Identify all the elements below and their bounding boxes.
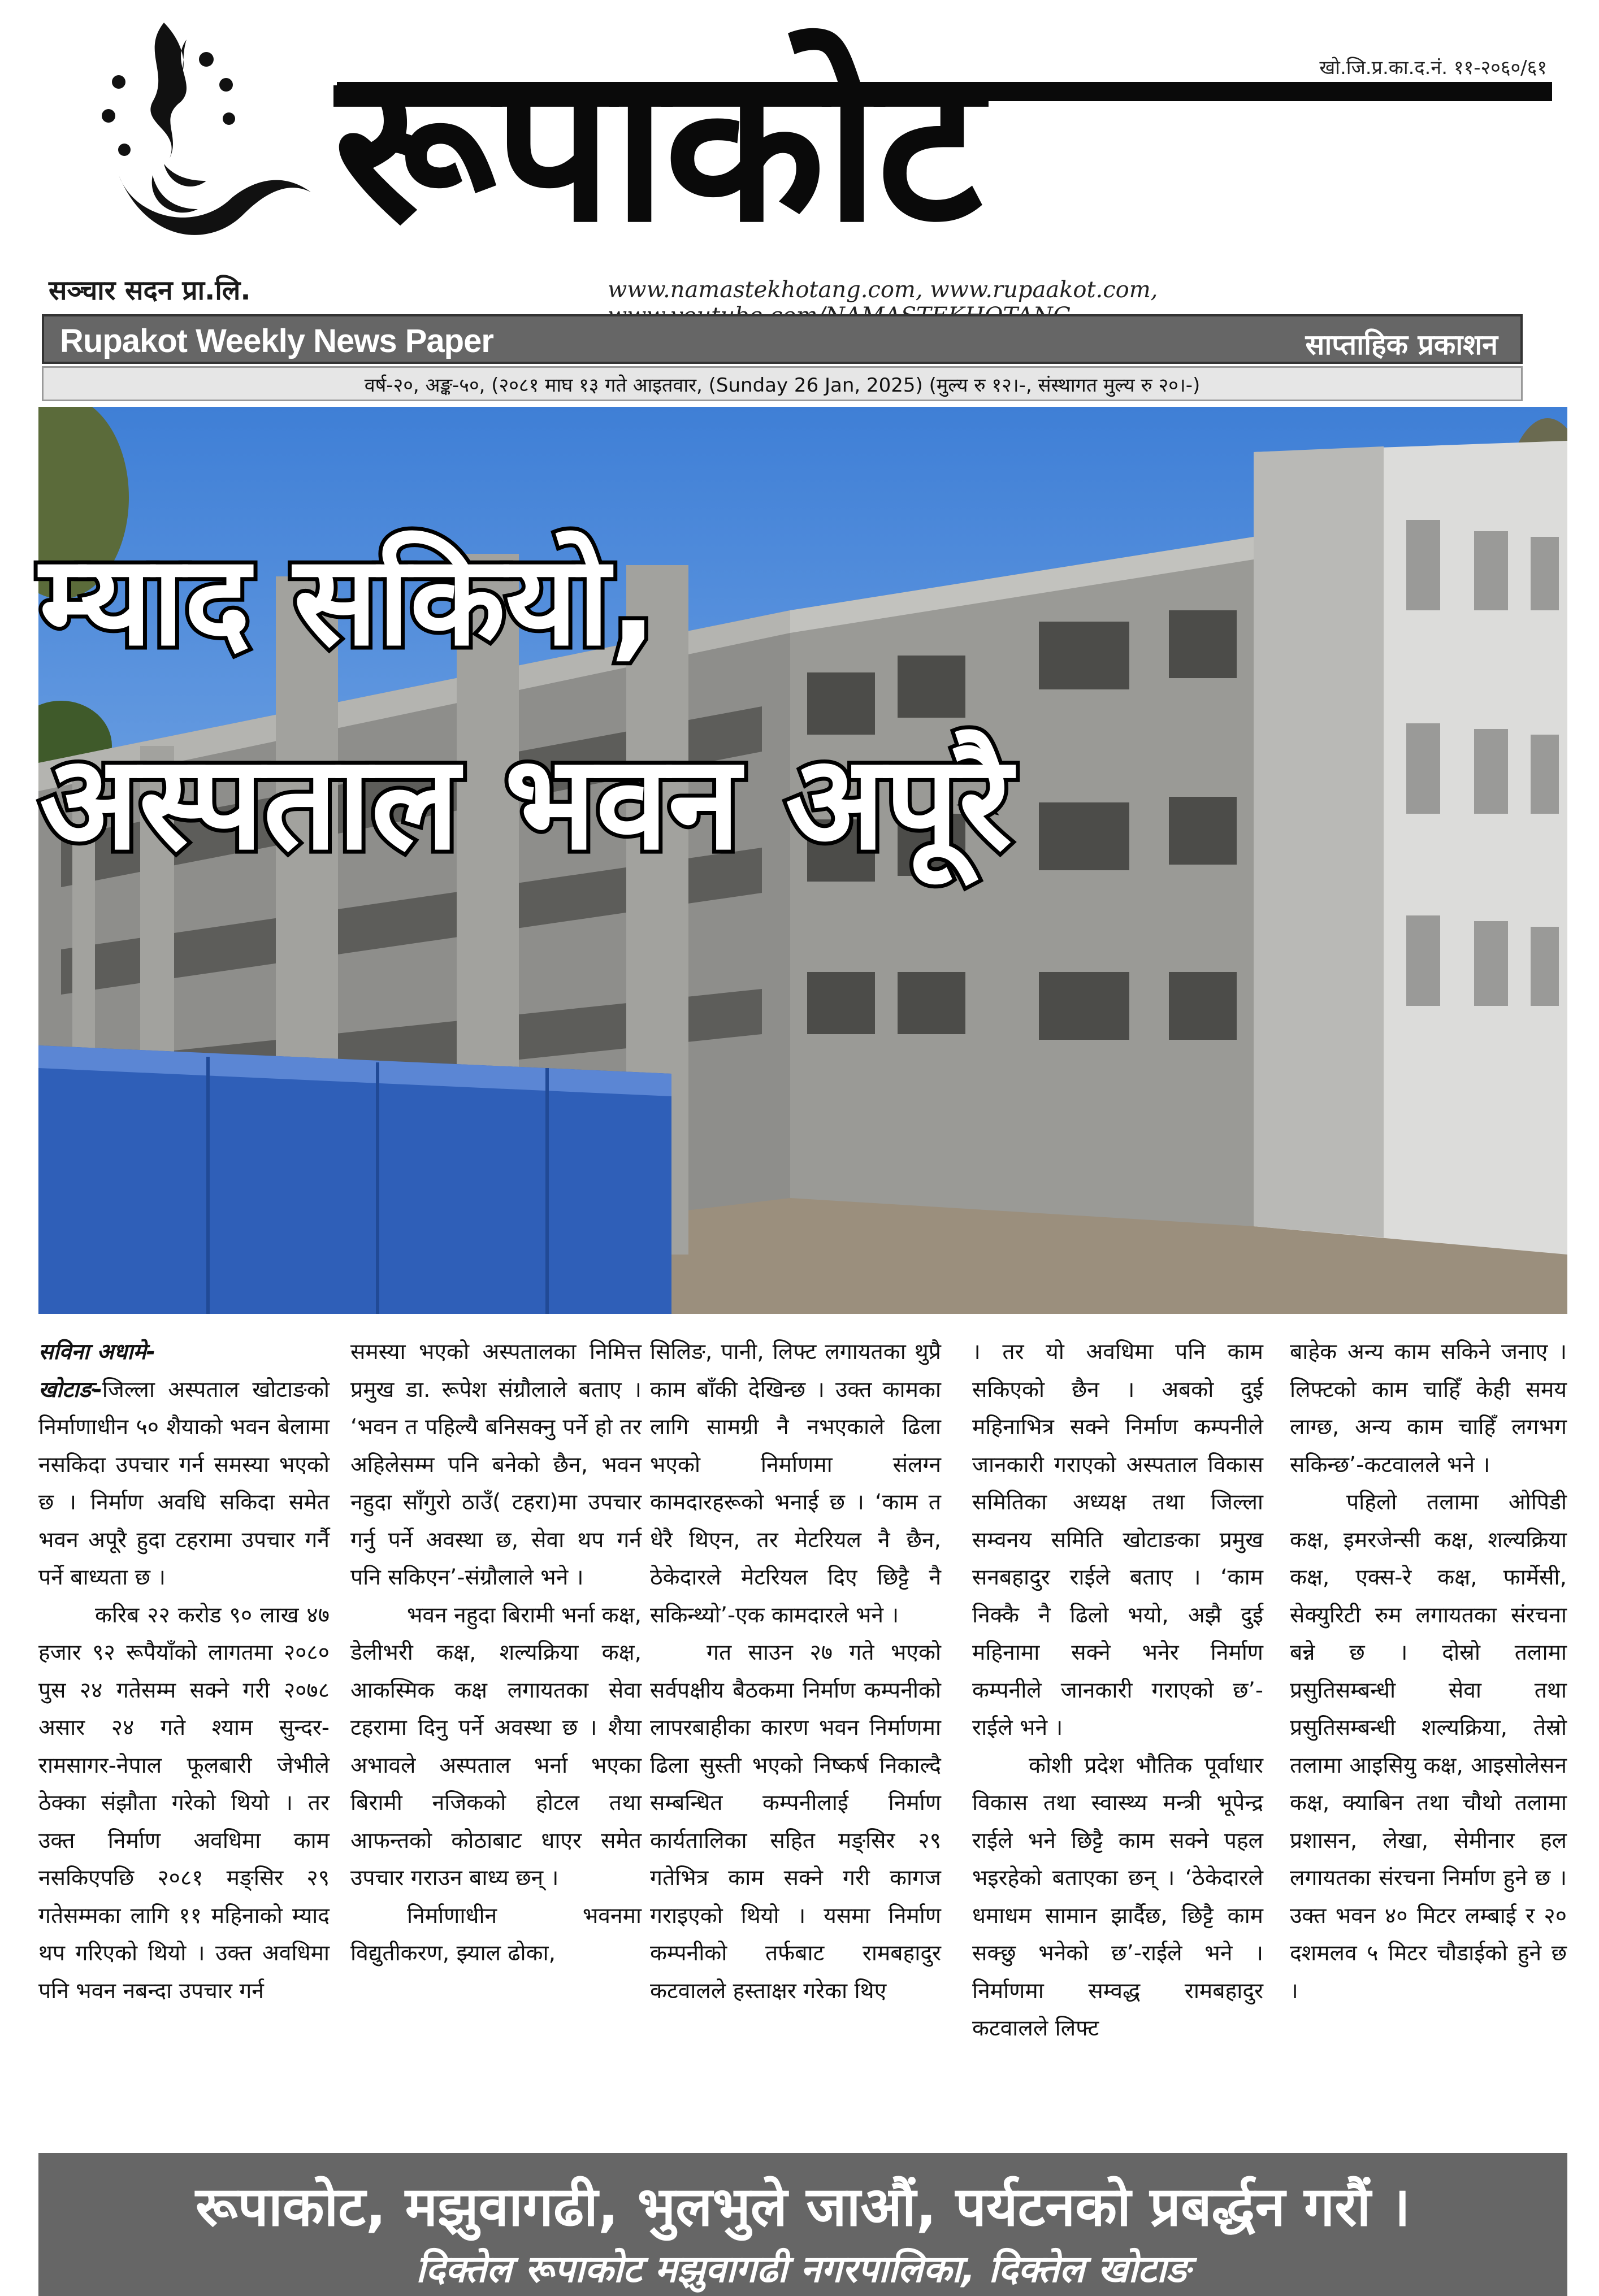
article-byline: सविना अधामे- bbox=[38, 1339, 155, 1365]
article-column-2 bbox=[350, 1334, 642, 1973]
english-title: Rupakot Weekly News Paper bbox=[60, 323, 493, 359]
article-paragraph: कोशी प्रदेश भौतिक पूर्वाधार विकास तथा स्वास्थ्य मन्त्री भूपेन्द्र राईले भने छिट्टै काम सक्ने पहल भइरहेको बताएका छन् । ‘ठेकेदारले धमाधम सामान झार्दैछ, छिट्टै काम सक्छु भनेको छ’-राईले भने । निर्माणमा सम्वद्ध रामबहादुर कटवालले लिफ्ट bbox=[972, 1752, 1263, 2041]
article-column-4 bbox=[972, 1334, 1263, 2048]
article-paragraph: करिब २२ करोड ९० लाख ४७ हजार ९२ रूपैयाँको लागतमा २०८० पुस २४ गतेसम्म सक्ने गरी २०७८ असार २४ गते श्याम सुन्दर-रामसागर-नेपाल फूलबारी जेभीले ठेक्का संझौता गरेको थियो । तर उक्त निर्माण अवधिमा काम नसकिएपछि २०८१ मङ्सिर २९ गतेसम्मका लागि ११ महिनाको म्याद थप गरिएको थियो । उक्त अवधिमा पनि भवन नबन्दा उपचार गर्न bbox=[38, 1602, 330, 2004]
banner-bar bbox=[42, 314, 1523, 364]
registration-number: खो.जि.प्र.का.द.नं. ११-२०६०/६१ bbox=[1319, 57, 1547, 79]
newspaper-title: रूपाकोट bbox=[333, 25, 980, 268]
newspaper-logo bbox=[85, 6, 322, 271]
article-paragraph: निर्माणाधीन भवनमा विद्युतीकरण, झ्याल ढोका, bbox=[350, 1903, 642, 1966]
article-paragraph: जिल्ला अस्पताल खोटाङको निर्माणाधीन ५० शैयाको भवन बेलामा नसकिदा उपचार गर्न समस्या भएको छ । निर्माण अवधि सकिदा समेत भवन अपूरै हुदा टहरामा उपचार गर्नै पर्ने बाध्यता छ । bbox=[38, 1377, 330, 1590]
article-paragraph: समस्या भएको अस्पतालका निमित्त प्रमुख डा. रूपेश संग्रौलाले बताए । ‘भवन त पहिल्यै बनिसक्नु पर्ने हो तर अहिलेसम्म पनि बनेको छैन, भवन नहुदा साँगुरो ठाउँ( टहरा)मा उपचार गर्नु पर्ने अवस्था छ, सेवा थप गर्न पनि सकिएन’-संग्रौलाले भने । bbox=[350, 1339, 642, 1590]
footer-banner bbox=[38, 2153, 1567, 2296]
weekly-label: साप्ताहिक प्रकाशन bbox=[1305, 328, 1498, 361]
footer-municipality: दिक्तेल रूपाकोट मझुवागढी नगरपालिका, दिक्तेल खोटाङ bbox=[415, 2247, 1190, 2291]
headline-line-2: अस्पताल भवन अपूरै bbox=[40, 728, 1012, 879]
article-column-1 bbox=[38, 1334, 330, 2010]
article-column-5 bbox=[1290, 1334, 1567, 2010]
article-column-3 bbox=[650, 1334, 941, 2010]
article-paragraph: सिलिङ, पानी, लिफ्ट लगायतका थुप्रै काम बाँकी देखिन्छ । उक्त कामका लागि सामग्री नै नभएकाले ढिला भएको निर्माणमा संलग्न कामदारहरूको भनाई छ । ‘काम त धेरै थिएन, तर मेटरियल नै छैन, ठेकेदारले मेटरियल दिए छिट्टै नै सकिन्थ्यो’-एक कामदारले भने । bbox=[650, 1339, 941, 1628]
footer-slogan: रूपाकोट, मझुवागढी, भुलभुले जाऔं, पर्यटनको प्रबर्द्धन गरौं । bbox=[195, 2175, 1411, 2238]
headline-line-1: म्याद सकियो, bbox=[40, 528, 657, 673]
issue-info: वर्ष-२०, अङ्क-५०, (२०८१ माघ १३ गते आइतवार, (Sunday 26 Jan, 2025) (मुल्य रु १२।-, संस्थागत मुल्य रु २०।-) bbox=[364, 374, 1201, 397]
article-dateline: खोटाङ- bbox=[38, 1377, 102, 1403]
website-links: www.namastekhotang.com, www.rupaakot.com, bbox=[608, 277, 1158, 303]
article-paragraph: भवन नहुदा बिरामी भर्ना कक्ष, डेलीभरी कक्ष, शल्यक्रिया कक्ष, आकस्मिक कक्ष लगायतका सेवा टहरामा दिनु पर्ने अवस्था छ । शैया अभावले अस्पताल भर्ना भएका बिरामी नजिकको होटल तथा आफन्तको कोठाबाट धाएर समेत उपचार गराउन बाध्य छन् । bbox=[350, 1602, 642, 1891]
article-paragraph: । तर यो अवधिमा पनि काम सकिएको छैन । अबको दुई महिनाभित्र सक्ने निर्माण कम्पनीले जानकारी गराएको अस्पताल विकास समितिका अध्यक्ष तथा जिल्ला सम्वनय समिति खोटाङका प्रमुख सनबहादुर राईले बताए । ‘काम निक्कै नै ढिलो भयो, अझै दुई महिनामा सक्ने भनेर निर्माण कम्पनीले जानकारी गराएको छ’-राईले भने । bbox=[972, 1339, 1263, 1741]
article-paragraph: पहिलो तलामा ओपिडी कक्ष, इमरजेन्सी कक्ष, शल्यक्रिया कक्ष, एक्स-रे कक्ष, फार्मेसी, सेक्युरिटी रुम लगायतका संरचना बन्ने छ । दोस्रो तलामा प्रसुतिसम्बन्धी सेवा तथा प्रसुतिसम्बन्धी शल्यक्रिया, तेस्रो तलामा आइसियु कक्ष, आइसोलेसन कक्ष, क्याबिन तथा चौथो तलामा प्रशासन, लेखा, सेमीनार हल लगायतका संरचना निर्माण हुने छ । उक्त भवन ४० मिटर लम्बाई र २० दशमलव ५ मिटर चौडाईको हुने छ । bbox=[1290, 1490, 1567, 2004]
publisher-name: सञ्चार सदन प्रा.लि. bbox=[49, 275, 251, 306]
article-paragraph: गत साउन २७ गते भएको सर्वपक्षीय बैठकमा निर्माण कम्पनीको लापरबाहीका कारण भवन निर्माणमा ढिला सुस्ती भएको निष्कर्ष निकाल्दै सम्बन्धित कम्पनीलाई निर्माण कार्यतालिका सहित मङ्सिर २९ गतेभित्र काम सक्ने गरी कागज गराइएको थियो । यसमा निर्माण कम्पनीको तर्फबाट रामबहादुर कटवालले हस्ताक्षर गरेका थिए bbox=[650, 1640, 941, 2004]
article-paragraph: बाहेक अन्य काम सकिने जनाए । लिफ्टको काम चाहिँ केही समय लाग्छ, अन्य काम चाहिँ लगभग सकिन्छ’-कटवालले भने । bbox=[1290, 1339, 1567, 1478]
issue-bar bbox=[42, 366, 1523, 401]
